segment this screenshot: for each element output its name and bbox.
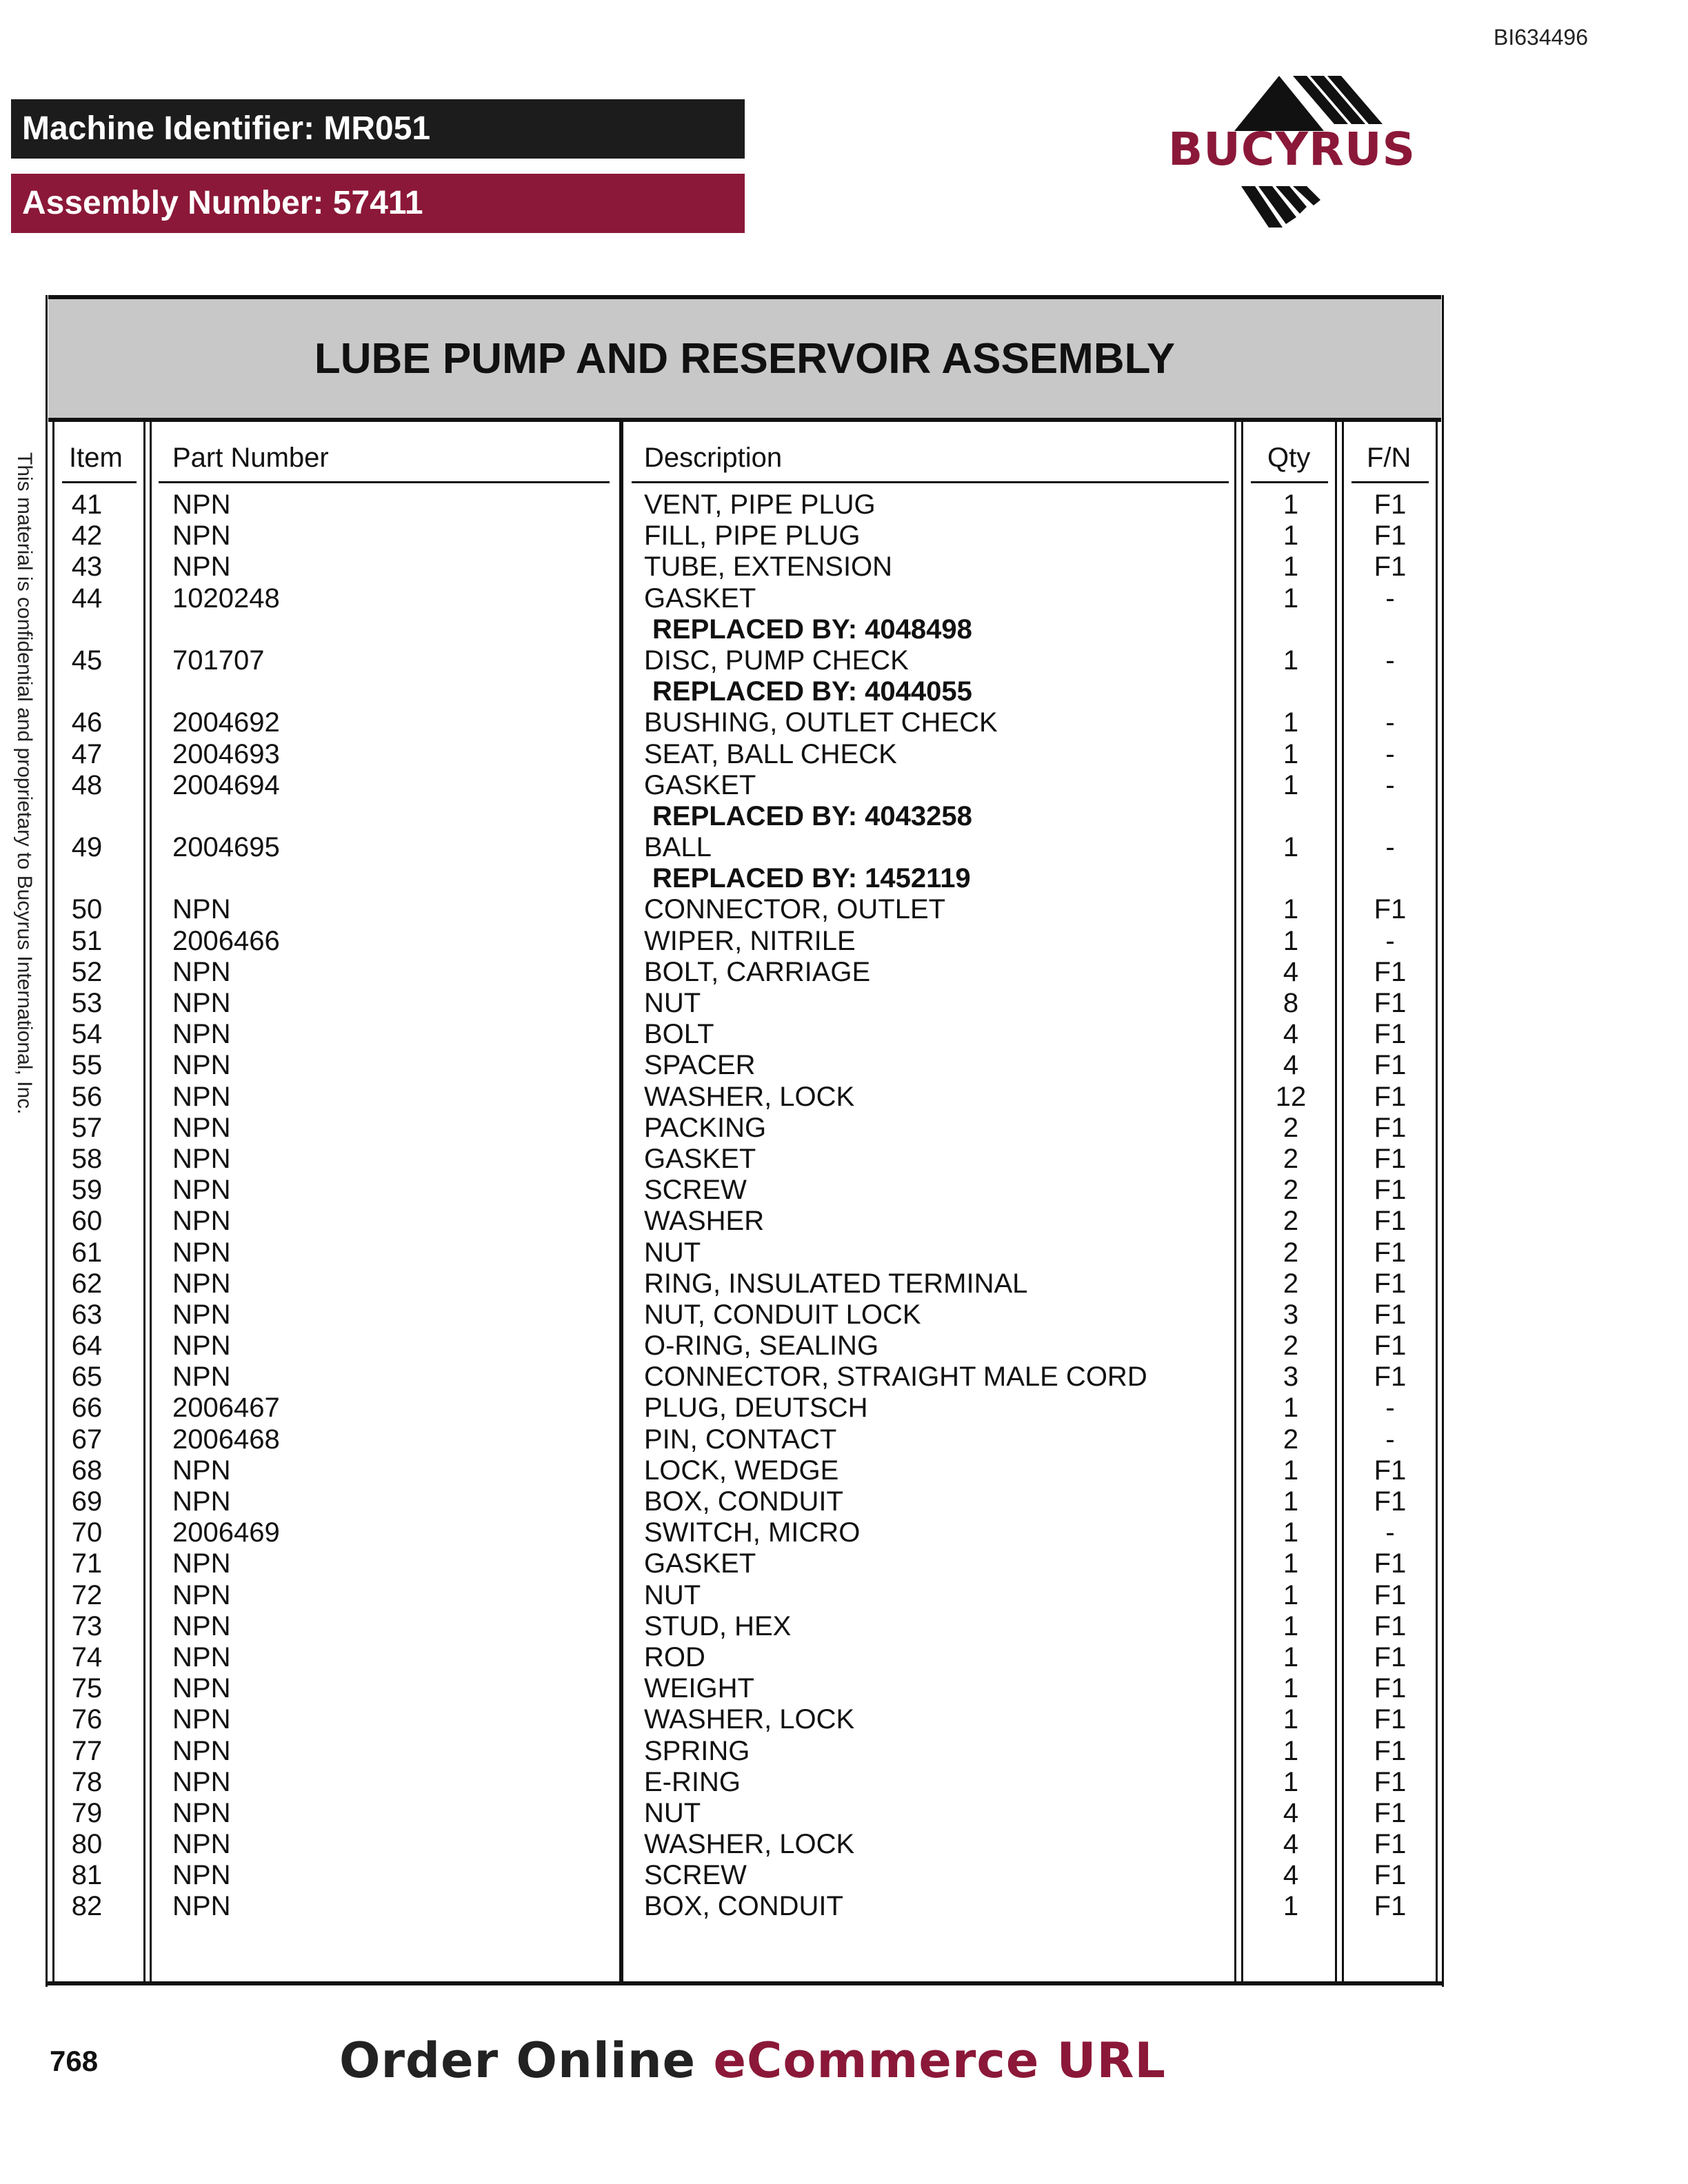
part-number: NPN (172, 956, 231, 987)
bucyrus-logo-text: BUCYRUS (1168, 123, 1416, 176)
replacement-note-row (0, 801, 1688, 832)
fn-code: F1 (1374, 1860, 1407, 1891)
quantity: 3 (1283, 1362, 1299, 1393)
part-number: NPN (172, 894, 231, 925)
part-number: NPN (172, 1237, 231, 1268)
description: PIN, CONTACT (644, 1424, 837, 1455)
part-number: 2004692 (172, 707, 280, 738)
part-number: NPN (172, 552, 231, 583)
table-row (0, 552, 1688, 583)
fn-code: - (1385, 583, 1395, 614)
quantity: 1 (1283, 1548, 1299, 1579)
item-number: 80 (71, 1829, 103, 1860)
quantity: 4 (1283, 1019, 1299, 1050)
item-number: 50 (71, 894, 103, 925)
fn-code: F1 (1374, 1050, 1407, 1081)
description: GASKET (644, 1548, 756, 1579)
item-number: 64 (71, 1331, 103, 1362)
part-number: NPN (172, 1175, 231, 1206)
fn-code: F1 (1374, 1362, 1407, 1393)
table-row (0, 1517, 1688, 1548)
fn-code: F1 (1374, 489, 1407, 520)
fn-code: F1 (1374, 1112, 1407, 1143)
description: SPRING (644, 1735, 750, 1766)
fn-code: F1 (1374, 552, 1407, 583)
item-number: 42 (71, 520, 103, 552)
header-rule (62, 481, 137, 483)
part-number: 2006468 (172, 1424, 280, 1455)
fn-code: F1 (1374, 1641, 1407, 1672)
table-row (0, 520, 1688, 552)
part-number: NPN (172, 1486, 231, 1517)
description: BUSHING, OUTLET CHECK (644, 707, 998, 738)
table-row (0, 1175, 1688, 1206)
part-number: NPN (172, 1299, 231, 1330)
table-row (0, 739, 1688, 770)
quantity: 1 (1283, 1735, 1299, 1766)
header-rule (1352, 481, 1429, 483)
description: PACKING (644, 1112, 767, 1143)
description: TUBE, EXTENSION (644, 552, 893, 583)
item-number: 57 (71, 1112, 103, 1143)
table-row (0, 988, 1688, 1019)
table-row (0, 1580, 1688, 1611)
description: WASHER, LOCK (644, 1081, 855, 1112)
item-number: 61 (71, 1237, 103, 1268)
description: GASKET (644, 769, 756, 800)
part-number: 2006466 (172, 925, 280, 956)
description: E-RING (644, 1766, 741, 1797)
item-number: 78 (71, 1766, 103, 1797)
description: BOX, CONDUIT (644, 1891, 843, 1922)
item-number: 74 (71, 1641, 103, 1672)
fn-code: F1 (1374, 1610, 1407, 1641)
table-bottom-rule (46, 1981, 1444, 1985)
part-number: NPN (172, 1268, 231, 1299)
table-row (0, 1393, 1688, 1424)
part-number: 2004695 (172, 832, 280, 863)
quantity: 1 (1283, 489, 1299, 520)
quantity: 1 (1283, 738, 1299, 769)
table-row (0, 957, 1688, 988)
description: PLUG, DEUTSCH (644, 1393, 868, 1424)
fn-code: F1 (1374, 1829, 1407, 1860)
fn-code: F1 (1374, 1766, 1407, 1797)
fn-code: F1 (1374, 1486, 1407, 1517)
description: CONNECTOR, OUTLET (644, 894, 946, 925)
description: WASHER, LOCK (644, 1829, 855, 1860)
fn-code: - (1385, 832, 1395, 863)
replacement-note-row (0, 614, 1688, 645)
description: NUT (644, 988, 701, 1018)
quantity: 1 (1283, 707, 1299, 738)
fn-code: - (1385, 1424, 1395, 1455)
quantity: 8 (1283, 988, 1299, 1018)
item-number: 46 (71, 707, 103, 738)
fn-code: F1 (1374, 1891, 1407, 1922)
part-number: 2004693 (172, 738, 280, 769)
item-number: 65 (71, 1362, 103, 1393)
table-row (0, 1019, 1688, 1050)
fn-code: F1 (1374, 1268, 1407, 1299)
table-row (0, 645, 1688, 676)
fn-code: F1 (1374, 988, 1407, 1018)
item-number: 79 (71, 1797, 103, 1828)
quantity: 12 (1275, 1081, 1307, 1112)
description: SCREW (644, 1860, 747, 1891)
replacement-note: REPLACED BY: 1452119 (652, 863, 971, 894)
quantity: 1 (1283, 1393, 1299, 1424)
fn-code: - (1385, 769, 1395, 800)
table-row (0, 1548, 1688, 1579)
fn-code: F1 (1374, 1704, 1407, 1735)
table-row (0, 1642, 1688, 1673)
part-number: NPN (172, 1704, 231, 1735)
description: BOLT, CARRIAGE (644, 956, 871, 987)
item-number: 81 (71, 1860, 103, 1891)
description: WEIGHT (644, 1673, 754, 1704)
fn-code: F1 (1374, 1019, 1407, 1050)
item-number: 66 (71, 1393, 103, 1424)
table-row (0, 1206, 1688, 1237)
replacement-note: REPLACED BY: 4044055 (652, 676, 972, 707)
description: NUT (644, 1797, 701, 1828)
fn-code: - (1385, 1517, 1395, 1548)
table-row (0, 1424, 1688, 1455)
description: NUT (644, 1579, 701, 1610)
quantity: 2 (1283, 1237, 1299, 1268)
item-number: 82 (71, 1891, 103, 1922)
item-number: 52 (71, 956, 103, 987)
quantity: 2 (1283, 1206, 1299, 1237)
description: BALL (644, 832, 712, 863)
quantity: 2 (1283, 1175, 1299, 1206)
part-number: 1020248 (172, 583, 280, 614)
part-number: NPN (172, 1579, 231, 1610)
table-row (0, 1237, 1688, 1268)
description: ROD (644, 1641, 705, 1672)
description: NUT (644, 1237, 701, 1268)
header-qty: Qty (1267, 443, 1311, 473)
item-number: 67 (71, 1424, 103, 1455)
description: BOLT (644, 1019, 714, 1050)
table-row (0, 1455, 1688, 1486)
description: SPACER (644, 1050, 756, 1081)
fn-code: F1 (1374, 1673, 1407, 1704)
item-number: 77 (71, 1735, 103, 1766)
item-number: 68 (71, 1455, 103, 1486)
part-number: NPN (172, 1829, 231, 1860)
description: LOCK, WEDGE (644, 1455, 839, 1486)
quantity: 1 (1283, 832, 1299, 863)
table-row (0, 489, 1688, 520)
confidentiality-note: This material is confidential and proprietary to Bucyrus International, Inc. (13, 452, 36, 1115)
item-number: 72 (71, 1579, 103, 1610)
quantity: 4 (1283, 1797, 1299, 1828)
table-row (0, 1300, 1688, 1331)
description: GASKET (644, 583, 756, 614)
fn-code: F1 (1374, 1206, 1407, 1237)
fn-code: F1 (1374, 520, 1407, 552)
quantity: 1 (1283, 1455, 1299, 1486)
table-row (0, 1050, 1688, 1081)
quantity: 1 (1283, 520, 1299, 552)
table-row (0, 1798, 1688, 1829)
quantity: 3 (1283, 1299, 1299, 1330)
item-number: 73 (71, 1610, 103, 1641)
table-row (0, 1113, 1688, 1144)
part-number: 2006467 (172, 1393, 280, 1424)
item-number: 44 (71, 583, 103, 614)
replacement-note: REPLACED BY: 4043258 (652, 800, 972, 831)
table-row (0, 1767, 1688, 1798)
fn-code: F1 (1374, 1299, 1407, 1330)
description: FILL, PIPE PLUG (644, 520, 861, 552)
part-number: NPN (172, 1610, 231, 1641)
header-rule (159, 481, 610, 483)
fn-code: F1 (1374, 1548, 1407, 1579)
item-number: 43 (71, 552, 103, 583)
item-number: 49 (71, 832, 103, 863)
table-row (0, 1144, 1688, 1175)
assembly-number-bar: Assembly Number: 57411 (11, 174, 745, 233)
quantity: 4 (1283, 1829, 1299, 1860)
header-item: Item (69, 443, 123, 473)
item-number: 48 (71, 769, 103, 800)
fn-code: - (1385, 738, 1395, 769)
quantity: 1 (1283, 925, 1299, 956)
table-row (0, 1362, 1688, 1393)
item-number: 59 (71, 1175, 103, 1206)
part-number: NPN (172, 1735, 231, 1766)
table-row (0, 1736, 1688, 1767)
quantity: 4 (1283, 956, 1299, 987)
description: CONNECTOR, STRAIGHT MALE CORD (644, 1362, 1147, 1393)
fn-code: - (1385, 925, 1395, 956)
replacement-note-row (0, 676, 1688, 707)
header-fn: F/N (1367, 443, 1411, 473)
part-number: NPN (172, 1860, 231, 1891)
table-row (0, 1331, 1688, 1362)
parts-table-body (0, 489, 1688, 1923)
header-description: Description (644, 443, 783, 473)
table-row (0, 583, 1688, 614)
machine-identifier-bar: Machine Identifier: MR051 (11, 99, 745, 159)
item-number: 47 (71, 738, 103, 769)
header-rule (632, 481, 1229, 483)
description: WASHER, LOCK (644, 1704, 855, 1735)
part-number: 701707 (172, 645, 265, 676)
item-number: 62 (71, 1268, 103, 1299)
table-row (0, 1673, 1688, 1704)
item-number: 76 (71, 1704, 103, 1735)
item-number: 56 (71, 1081, 103, 1112)
description: BOX, CONDUIT (644, 1486, 843, 1517)
quantity: 1 (1283, 1486, 1299, 1517)
description: NUT, CONDUIT LOCK (644, 1299, 921, 1330)
table-row (0, 1860, 1688, 1891)
description: VENT, PIPE PLUG (644, 489, 876, 520)
description: WASHER (644, 1206, 765, 1237)
quantity: 1 (1283, 1766, 1299, 1797)
part-number: NPN (172, 1019, 231, 1050)
table-row (0, 832, 1688, 863)
quantity: 1 (1283, 645, 1299, 676)
fn-code: F1 (1374, 1331, 1407, 1362)
part-number: 2004694 (172, 769, 280, 800)
item-number: 75 (71, 1673, 103, 1704)
quantity: 1 (1283, 1610, 1299, 1641)
replacement-note-row (0, 863, 1688, 894)
quantity: 2 (1283, 1424, 1299, 1455)
description: O-RING, SEALING (644, 1331, 879, 1362)
item-number: 58 (71, 1143, 103, 1174)
quantity: 2 (1283, 1268, 1299, 1299)
table-row (0, 1486, 1688, 1517)
part-number: NPN (172, 1641, 231, 1672)
fn-code: F1 (1374, 1237, 1407, 1268)
item-number: 41 (71, 489, 103, 520)
table-row (0, 1268, 1688, 1300)
quantity: 1 (1283, 769, 1299, 800)
part-number: 2006469 (172, 1517, 280, 1548)
fn-code: F1 (1374, 1579, 1407, 1610)
part-number: NPN (172, 1112, 231, 1143)
quantity: 1 (1283, 1517, 1299, 1548)
part-number: NPN (172, 1797, 231, 1828)
order-online-link[interactable] (339, 2032, 1166, 2089)
description: GASKET (644, 1143, 756, 1174)
quantity: 2 (1283, 1143, 1299, 1174)
quantity: 2 (1283, 1331, 1299, 1362)
table-row (0, 707, 1688, 738)
table-title-box (48, 295, 1441, 422)
item-number: 60 (71, 1206, 103, 1237)
part-number: NPN (172, 1050, 231, 1081)
item-number: 70 (71, 1517, 103, 1548)
quantity: 1 (1283, 1673, 1299, 1704)
header-part-number: Part Number (172, 443, 329, 473)
description: SCREW (644, 1175, 747, 1206)
fn-code: - (1385, 645, 1395, 676)
fn-code: - (1385, 707, 1395, 738)
part-number: NPN (172, 489, 231, 520)
item-number: 54 (71, 1019, 103, 1050)
part-number: NPN (172, 1143, 231, 1174)
table-row (0, 1082, 1688, 1113)
quantity: 4 (1283, 1860, 1299, 1891)
table-title: LUBE PUMP AND RESERVOIR ASSEMBLY (314, 334, 1176, 383)
description: STUD, HEX (644, 1610, 792, 1641)
part-number: NPN (172, 1206, 231, 1237)
fn-code: F1 (1374, 1455, 1407, 1486)
item-number: 55 (71, 1050, 103, 1081)
part-number: NPN (172, 1081, 231, 1112)
item-number: 45 (71, 645, 103, 676)
quantity: 1 (1283, 894, 1299, 925)
fn-code: F1 (1374, 1797, 1407, 1828)
replacement-note: REPLACED BY: 4048498 (652, 614, 972, 645)
quantity: 1 (1283, 552, 1299, 583)
fn-code: F1 (1374, 894, 1407, 925)
header-rule (1251, 481, 1328, 483)
table-row (0, 1611, 1688, 1642)
part-number: NPN (172, 1891, 231, 1922)
fn-code: F1 (1374, 1143, 1407, 1174)
part-number: NPN (172, 1331, 231, 1362)
document-id: BI634496 (1494, 25, 1589, 50)
table-row (0, 1891, 1688, 1922)
quantity: 4 (1283, 1050, 1299, 1081)
part-number: NPN (172, 1455, 231, 1486)
table-row (0, 894, 1688, 925)
quantity: 1 (1283, 1704, 1299, 1735)
table-row (0, 770, 1688, 801)
part-number: NPN (172, 1548, 231, 1579)
item-number: 69 (71, 1486, 103, 1517)
part-number: NPN (172, 1766, 231, 1797)
fn-code: F1 (1374, 1175, 1407, 1206)
table-row (0, 1704, 1688, 1735)
table-row (0, 1829, 1688, 1860)
page-number: 768 (50, 2045, 99, 2077)
description: SEAT, BALL CHECK (644, 738, 897, 769)
item-number: 51 (71, 925, 103, 956)
quantity: 2 (1283, 1112, 1299, 1143)
part-number: NPN (172, 520, 231, 552)
quantity: 1 (1283, 1891, 1299, 1922)
description: WIPER, NITRILE (644, 925, 856, 956)
part-number: NPN (172, 1362, 231, 1393)
quantity: 1 (1283, 583, 1299, 614)
order-online-prefix: Order Online (339, 2032, 696, 2089)
fn-code: F1 (1374, 1081, 1407, 1112)
part-number: NPN (172, 1673, 231, 1704)
item-number: 63 (71, 1299, 103, 1330)
quantity: 1 (1283, 1579, 1299, 1610)
part-number: NPN (172, 988, 231, 1018)
description: RING, INSULATED TERMINAL (644, 1268, 1028, 1299)
item-number: 53 (71, 988, 103, 1018)
ecommerce-url-link[interactable]: eCommerce URL (713, 2032, 1167, 2089)
fn-code: - (1385, 1393, 1395, 1424)
table-row (0, 926, 1688, 957)
fn-code: F1 (1374, 1735, 1407, 1766)
quantity: 1 (1283, 1641, 1299, 1672)
item-number: 71 (71, 1548, 103, 1579)
fn-code: F1 (1374, 956, 1407, 987)
description: DISC, PUMP CHECK (644, 645, 909, 676)
description: SWITCH, MICRO (644, 1517, 861, 1548)
